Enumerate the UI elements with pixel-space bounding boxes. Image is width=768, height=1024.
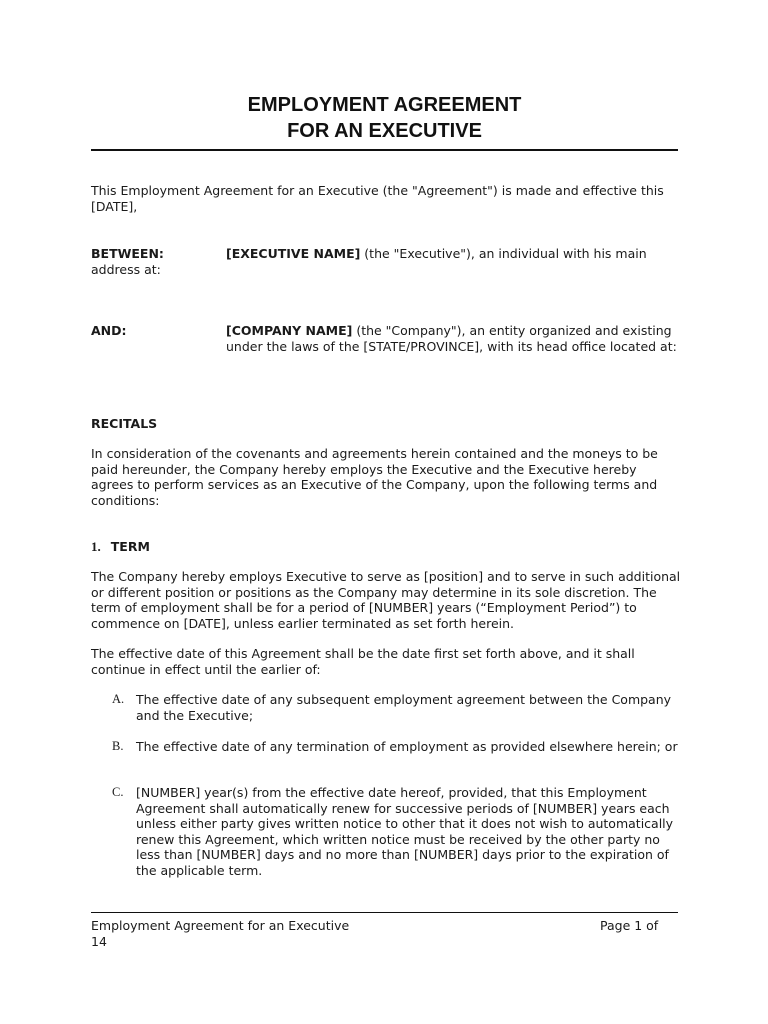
between-label: BETWEEN:	[91, 246, 164, 261]
between-party-text: (the "Executive"), an individual with his main address at:	[91, 246, 647, 277]
title-line-2: FOR AN EXECUTIVE	[287, 120, 482, 142]
list-item: [NUMBER] year(s) from the effective date hereof, provided, that this Employment Agreement shall automatically renew for successive periods of [NUMBER] years each unless either party gives written notice to other that it does not wish to automatically renew this Agreement, which written notice must be received by the other party no less than [NUMBER] days and no more than [NUMBER] days prior to the expiration of the applicable term.	[136, 785, 674, 878]
list-item-letter: A.	[112, 692, 125, 706]
document-title	[91, 92, 678, 144]
section-number: 1.	[91, 539, 101, 554]
recitals-heading: RECITALS	[91, 416, 158, 431]
term-paragraph-2: The effective date of this Agreement shall be the date first set forth above, and it shall continue in effect until the earlier of:	[91, 646, 635, 677]
and-party-text: (the "Company"), an entity organized and existing under the laws of the [STATE/PROVINCE], with its head office located at:	[226, 323, 677, 354]
page-total: 14	[91, 934, 107, 949]
title-line-1: EMPLOYMENT AGREEMENT	[247, 94, 522, 116]
list-item: The effective date of any termination of employment as provided elsewhere herein; or	[136, 739, 678, 754]
page-number-label: Page 1 of	[600, 918, 659, 933]
and-party	[226, 323, 686, 354]
intro-paragraph: This Employment Agreement for an Executive (the "Agreement") is made and effective this [DATE],	[91, 183, 664, 214]
list-item-letter: C.	[112, 785, 124, 799]
footer-title: Employment Agreement for an Executive	[91, 918, 350, 933]
list-item: The effective date of any subsequent employment agreement between the Company and the Executive;	[136, 692, 672, 723]
company-name-placeholder: [COMPANY NAME]	[226, 323, 353, 338]
footer-divider	[91, 912, 678, 913]
and-label: AND:	[91, 323, 127, 338]
section-heading	[91, 539, 150, 555]
recitals-paragraph: In consideration of the covenants and agreements herein contained and the moneys to be paid hereunder, the Company hereby employs the Executive and the Executive hereby agrees to perform services as an Executive of the Company, upon the following terms and conditions:	[91, 446, 658, 508]
executive-name-placeholder: [EXECUTIVE NAME]	[226, 246, 361, 261]
list-item-letter: B.	[112, 739, 124, 753]
between-party	[91, 246, 681, 277]
title-divider	[91, 149, 678, 151]
section-title: TERM	[110, 539, 150, 554]
term-paragraph-1: The Company hereby employs Executive to serve as [position] and to serve in such additional or different position or positions as the Company may determine in its sole discretion. The term of employment shall be for a period of [NUMBER] years (“Employment Period”) to commence on [DATE], unless earlier terminated as set forth herein.	[91, 569, 681, 631]
